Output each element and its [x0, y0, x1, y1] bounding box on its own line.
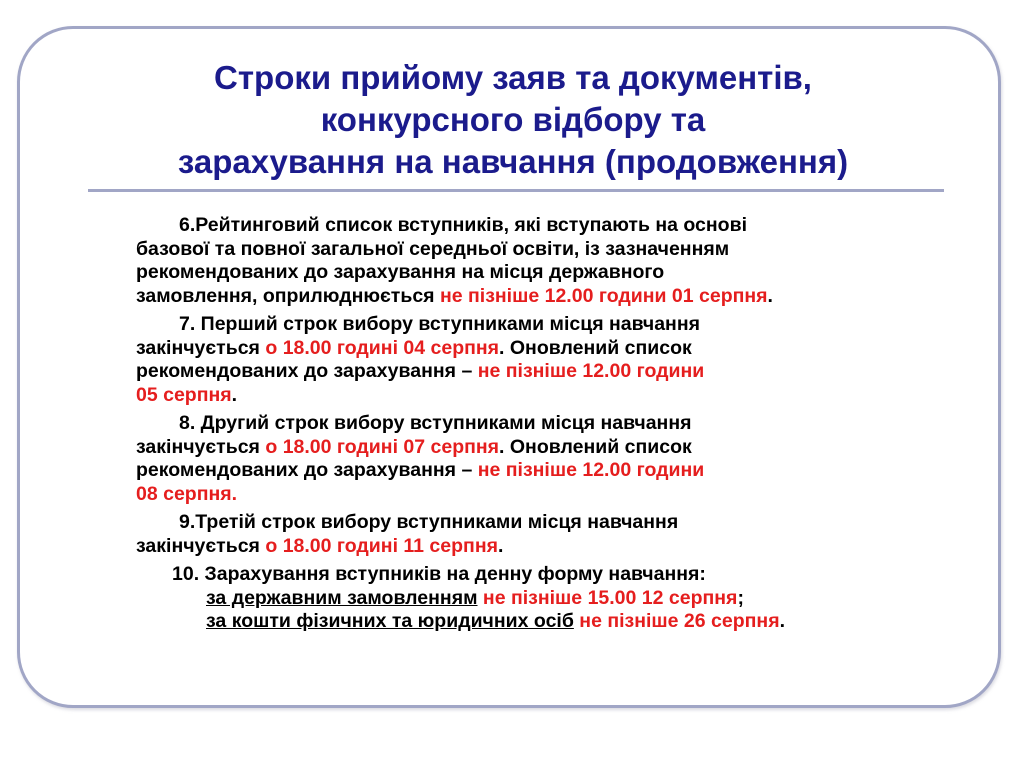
item-7-text-2: . Оновлений список	[499, 336, 692, 359]
title-line-3: зарахування на навчання (продовження)	[177, 143, 849, 180]
item-8-update-date: 08 серпня.	[136, 482, 238, 505]
item-7-text: закінчується	[136, 336, 266, 359]
item-8	[136, 412, 936, 506]
item-7-line-1: 7. Перший строк вибору вступниками місця навчання	[179, 313, 700, 335]
item-8-line-3	[136, 459, 936, 483]
item-8-deadline: о 18.00 годині 07 серпня	[265, 435, 500, 458]
title-line-2: конкурсного відбору та	[320, 101, 706, 138]
item-7	[136, 313, 936, 407]
item-6-end: .	[767, 284, 773, 307]
private-funds-end: .	[779, 610, 785, 632]
item-10-state-order	[136, 587, 936, 611]
private-funds-deadline: не пізніше 26 серпня	[573, 610, 780, 632]
slide-title	[60, 57, 966, 183]
item-6-text: замовлення, оприлюднюється	[136, 284, 440, 307]
item-6-deadline: не пізніше 12.00 години 01 серпня	[439, 284, 768, 307]
item-10-private-funds	[136, 610, 936, 634]
item-9	[136, 511, 936, 558]
item-8-update-deadline: не пізніше 12.00 години	[477, 459, 705, 481]
item-6-line-4	[136, 285, 936, 309]
item-7-update-date: 05 серпня	[136, 383, 232, 406]
item-9-deadline: о 18.00 годині 11 серпня	[265, 534, 498, 557]
item-6	[136, 214, 936, 308]
item-7-line-3	[136, 360, 936, 384]
item-9-end: .	[497, 534, 504, 557]
item-7-line-4	[136, 384, 936, 408]
item-6-line-2: базової та повної загальної середньої освіти, із зазначенням	[136, 237, 730, 260]
item-7-text-3: рекомендованих до зарахування –	[136, 360, 478, 382]
item-9-line-2	[136, 535, 936, 559]
item-8-text: закінчується	[136, 435, 266, 458]
slide-content	[136, 214, 936, 634]
state-order-deadline: не пізніше 15.00 12 серпня	[477, 586, 738, 609]
title-divider	[88, 189, 944, 192]
item-7-end: .	[231, 383, 238, 406]
state-order-end: ;	[737, 586, 744, 609]
private-funds-label: за кошти фізичних та юридичних осіб	[206, 610, 574, 632]
title-line-1: Строки прийому заяв та документів,	[214, 59, 812, 96]
item-6-line-1: 6.Рейтинговий список вступників, які вступають на основі	[179, 214, 747, 236]
item-10-heading: 10. Зарахування вступників на денну форму навчання:	[172, 563, 706, 585]
item-8-line-4	[136, 483, 936, 507]
item-6-line-3: рекомендованих до зарахування на місця державного	[136, 261, 665, 283]
item-9-line-1: 9.Третій строк вибору вступниками місця навчання	[179, 511, 679, 533]
item-8-line-2	[136, 436, 936, 460]
item-8-text-3: рекомендованих до зарахування –	[136, 459, 478, 481]
item-8-line-1: 8. Другий строк вибору вступниками місця навчання	[179, 412, 692, 434]
item-7-update-deadline: не пізніше 12.00 години	[477, 360, 705, 382]
item-7-line-2	[136, 337, 936, 361]
item-7-deadline: о 18.00 годині 04 серпня	[265, 336, 500, 359]
item-9-text: закінчується	[136, 534, 266, 557]
state-order-label: за державним замовленням	[206, 586, 478, 609]
item-8-text-2: . Оновлений список	[499, 435, 692, 458]
